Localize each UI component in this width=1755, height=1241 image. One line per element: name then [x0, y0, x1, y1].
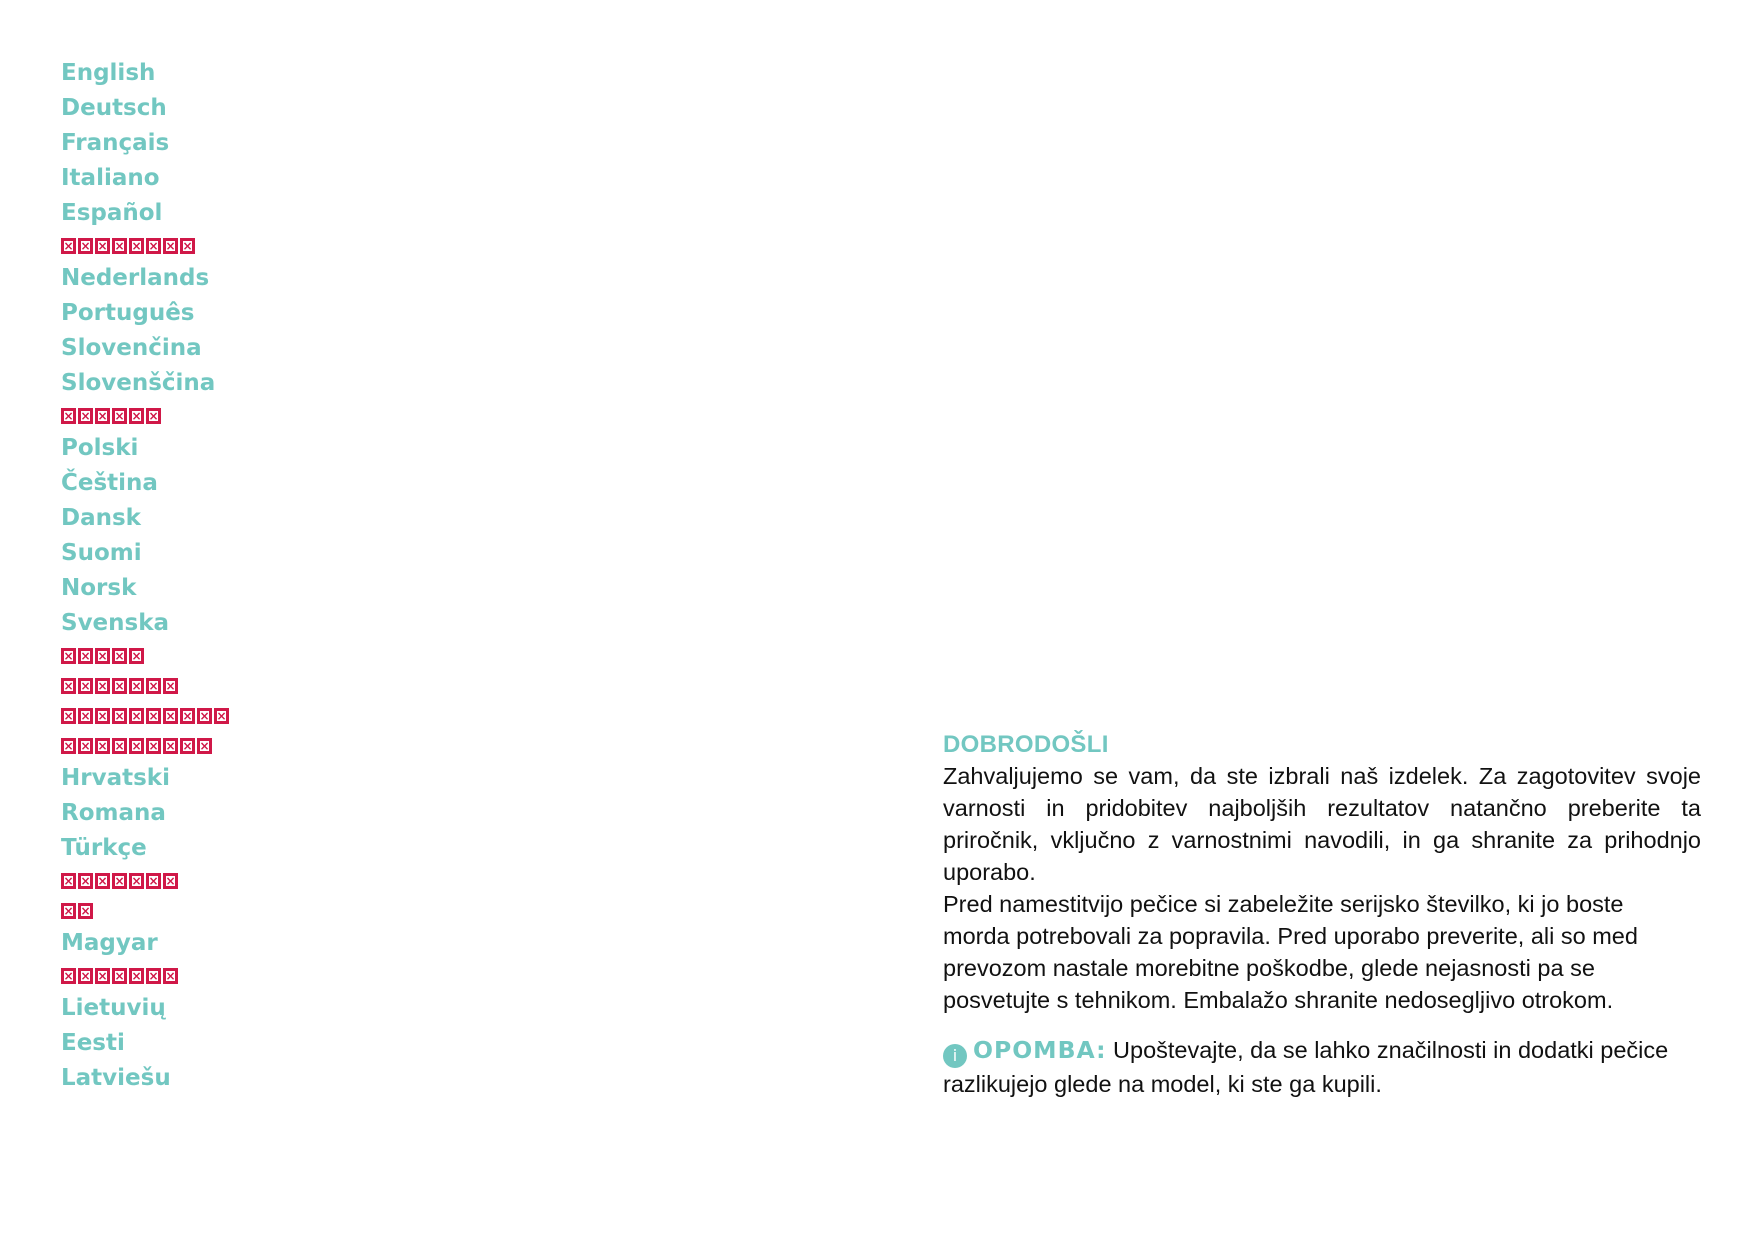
- missing-glyph-run: [61, 678, 178, 694]
- language-item[interactable]: Français: [61, 130, 170, 156]
- missing-glyph-box: [95, 678, 110, 694]
- language-item[interactable]: English: [61, 60, 156, 86]
- missing-glyph-box: [95, 738, 110, 754]
- missing-glyph-box: [112, 708, 127, 724]
- welcome-paragraph-1: [943, 760, 1701, 888]
- missing-glyph-box: [112, 678, 127, 694]
- missing-glyph-box: [61, 238, 76, 254]
- text-line: prevozom nastale morebitne poškodbe, glede nejasnosti pa se: [943, 955, 1595, 981]
- language-item[interactable]: Português: [61, 300, 195, 326]
- missing-glyph-box: [95, 408, 110, 424]
- welcome-paragraph-2: [943, 888, 1701, 1016]
- missing-glyph-box: [129, 238, 144, 254]
- language-item-unrendered[interactable]: [61, 673, 229, 703]
- language-item[interactable]: Svenska: [61, 610, 170, 636]
- language-item[interactable]: Türkçe: [61, 835, 147, 861]
- missing-glyph-box: [95, 708, 110, 724]
- missing-glyph-box: [95, 873, 110, 889]
- text-line: Zahvaljujemo se vam, da ste izbrali naš izdelek. Za zagotovitev svoje: [943, 763, 1701, 789]
- missing-glyph-run: [61, 408, 161, 424]
- language-item[interactable]: Lietuvių: [61, 995, 166, 1021]
- missing-glyph-box: [78, 708, 93, 724]
- info-icon: i: [943, 1044, 967, 1068]
- missing-glyph-box: [146, 738, 161, 754]
- missing-glyph-box: [78, 738, 93, 754]
- language-item[interactable]: Latviešu: [61, 1065, 171, 1091]
- missing-glyph-box: [61, 408, 76, 424]
- missing-glyph-box: [129, 968, 144, 984]
- missing-glyph-run: [61, 738, 212, 754]
- missing-glyph-run: [61, 708, 229, 724]
- welcome-section: [943, 730, 1701, 1100]
- missing-glyph-box: [78, 648, 93, 664]
- missing-glyph-run: [61, 648, 144, 664]
- missing-glyph-box: [146, 238, 161, 254]
- missing-glyph-box: [163, 738, 178, 754]
- missing-glyph-box: [146, 408, 161, 424]
- language-item[interactable]: Nederlands: [61, 265, 210, 291]
- note-text-line-1: Upoštevajte, da se lahko značilnosti in dodatki pečice: [1106, 1037, 1669, 1063]
- language-item[interactable]: Deutsch: [61, 95, 167, 121]
- missing-glyph-box: [214, 708, 229, 724]
- missing-glyph-run: [61, 968, 178, 984]
- language-item-unrendered[interactable]: [61, 643, 229, 673]
- missing-glyph-box: [95, 648, 110, 664]
- missing-glyph-box: [112, 873, 127, 889]
- language-item[interactable]: Suomi: [61, 540, 142, 566]
- missing-glyph-box: [146, 678, 161, 694]
- missing-glyph-box: [61, 678, 76, 694]
- language-item-unrendered[interactable]: [61, 403, 229, 433]
- missing-glyph-box: [129, 678, 144, 694]
- missing-glyph-box: [78, 903, 93, 919]
- language-item-unrendered[interactable]: [61, 233, 229, 263]
- language-item[interactable]: Hrvatski: [61, 765, 170, 791]
- missing-glyph-run: [61, 873, 178, 889]
- missing-glyph-box: [146, 873, 161, 889]
- missing-glyph-box: [78, 678, 93, 694]
- note-block: [943, 1034, 1701, 1100]
- missing-glyph-box: [146, 708, 161, 724]
- missing-glyph-box: [95, 968, 110, 984]
- missing-glyph-box: [61, 738, 76, 754]
- language-item[interactable]: Norsk: [61, 575, 137, 601]
- language-item[interactable]: Čeština: [61, 470, 158, 496]
- missing-glyph-box: [129, 648, 144, 664]
- language-item[interactable]: Romana: [61, 800, 166, 826]
- missing-glyph-box: [78, 968, 93, 984]
- text-line: uporabo.: [943, 859, 1036, 885]
- language-item-unrendered[interactable]: [61, 733, 229, 763]
- language-item[interactable]: Español: [61, 200, 163, 226]
- missing-glyph-box: [61, 648, 76, 664]
- missing-glyph-box: [61, 968, 76, 984]
- missing-glyph-box: [197, 708, 212, 724]
- missing-glyph-box: [129, 738, 144, 754]
- language-item[interactable]: Polski: [61, 435, 139, 461]
- missing-glyph-box: [197, 738, 212, 754]
- text-line: morda potrebovali za popravila. Pred uporabo preverite, ali so med: [943, 923, 1638, 949]
- missing-glyph-box: [112, 408, 127, 424]
- missing-glyph-box: [163, 238, 178, 254]
- missing-glyph-box: [146, 968, 161, 984]
- language-item[interactable]: Eesti: [61, 1030, 125, 1056]
- missing-glyph-box: [129, 408, 144, 424]
- missing-glyph-box: [112, 738, 127, 754]
- text-line: priročnik, vključno z varnostnimi navodili, in ga shranite za prihodnjo: [943, 827, 1701, 853]
- missing-glyph-box: [95, 238, 110, 254]
- language-item[interactable]: Slovenščina: [61, 370, 216, 396]
- missing-glyph-box: [129, 708, 144, 724]
- language-item-unrendered[interactable]: [61, 898, 229, 928]
- missing-glyph-box: [112, 238, 127, 254]
- missing-glyph-box: [163, 968, 178, 984]
- language-item[interactable]: Dansk: [61, 505, 141, 531]
- text-line: Pred namestitvijo pečice si zabeležite serijsko številko, ki jo boste: [943, 891, 1624, 917]
- missing-glyph-box: [112, 968, 127, 984]
- missing-glyph-box: [180, 708, 195, 724]
- text-line: varnosti in pridobitev najboljših rezultatov natančno preberite ta: [943, 795, 1701, 821]
- language-item[interactable]: Italiano: [61, 165, 160, 191]
- missing-glyph-box: [61, 873, 76, 889]
- missing-glyph-box: [78, 873, 93, 889]
- missing-glyph-box: [180, 238, 195, 254]
- note-text-line-2: razlikujejo glede na model, ki ste ga kupili.: [943, 1071, 1382, 1097]
- missing-glyph-box: [61, 708, 76, 724]
- missing-glyph-box: [129, 873, 144, 889]
- missing-glyph-box: [78, 408, 93, 424]
- language-item[interactable]: Slovenčina: [61, 335, 202, 361]
- missing-glyph-box: [112, 648, 127, 664]
- missing-glyph-box: [78, 238, 93, 254]
- text-line: posvetujte s tehnikom. Embalažo shranite nedosegljivo otrokom.: [943, 987, 1614, 1013]
- language-item[interactable]: Magyar: [61, 930, 158, 956]
- missing-glyph-box: [61, 903, 76, 919]
- missing-glyph-box: [163, 873, 178, 889]
- welcome-heading: DOBRODOŠLI: [943, 731, 1109, 758]
- language-item-unrendered[interactable]: [61, 703, 229, 733]
- language-list: [61, 58, 229, 1098]
- note-label: OPOMBA:: [973, 1036, 1107, 1064]
- language-item-unrendered[interactable]: [61, 963, 229, 993]
- missing-glyph-box: [163, 678, 178, 694]
- missing-glyph-run: [61, 238, 195, 254]
- missing-glyph-run: [61, 903, 93, 919]
- missing-glyph-box: [163, 708, 178, 724]
- missing-glyph-box: [180, 738, 195, 754]
- language-item-unrendered[interactable]: [61, 868, 229, 898]
